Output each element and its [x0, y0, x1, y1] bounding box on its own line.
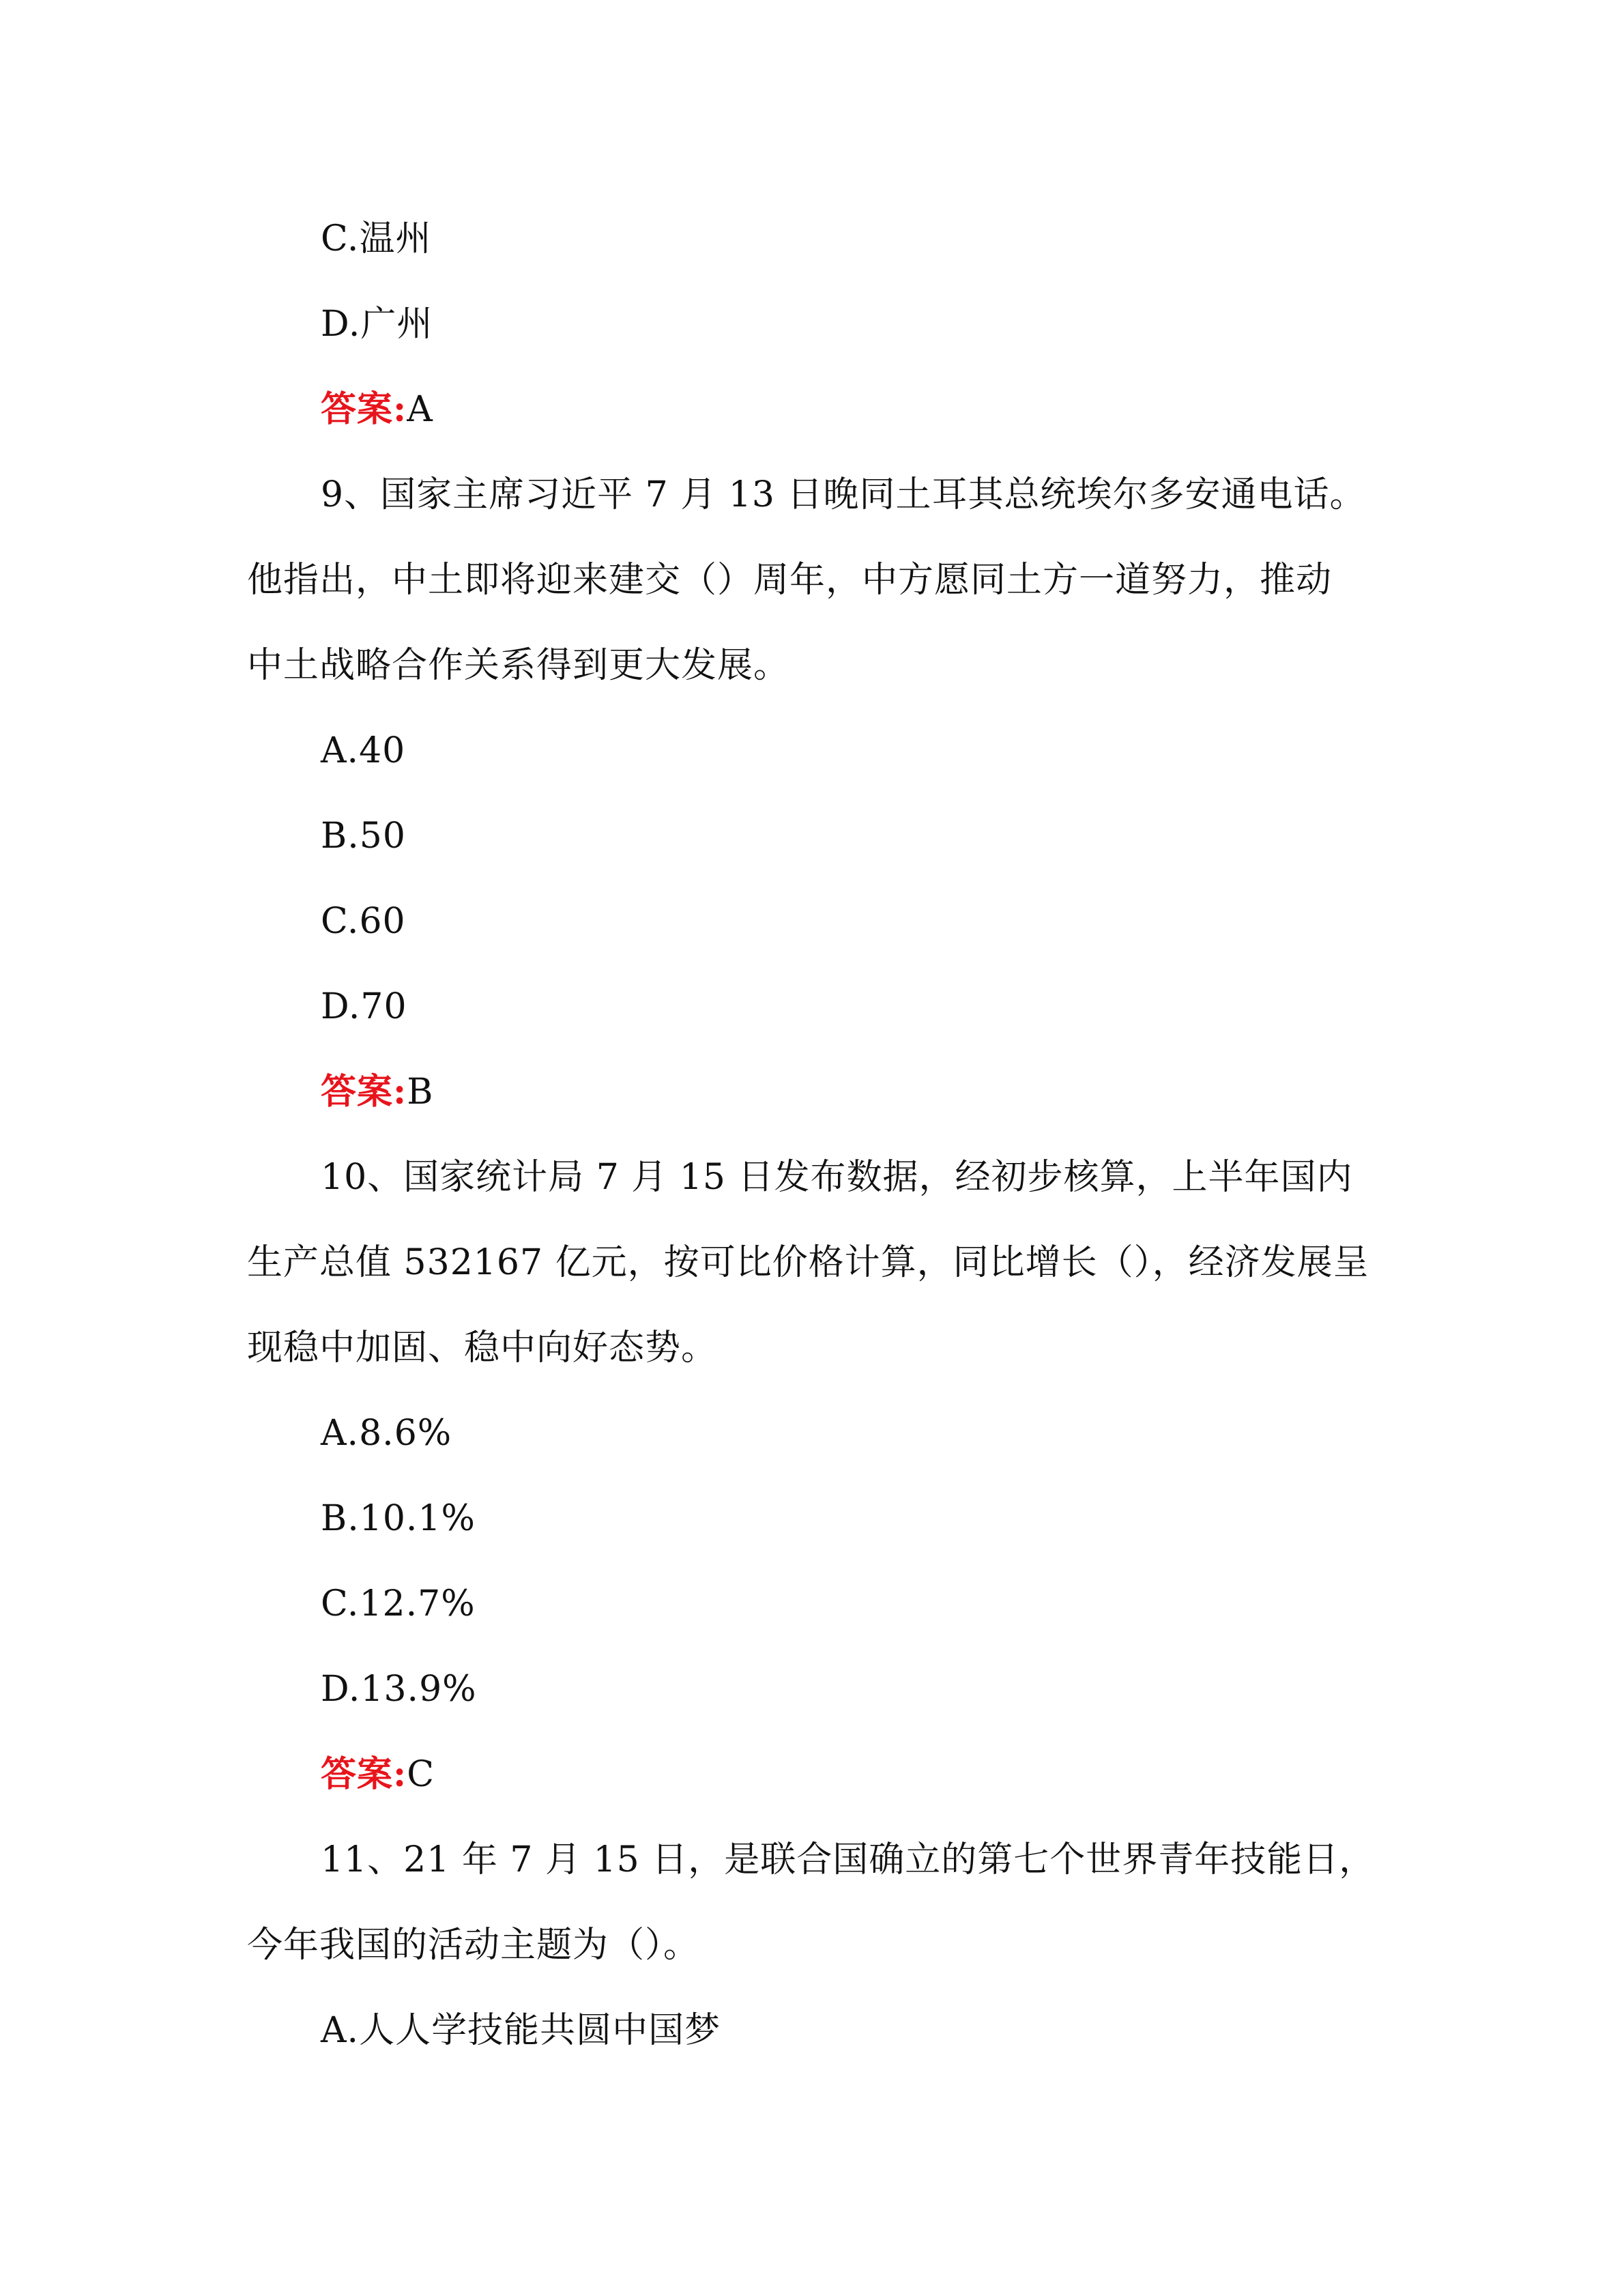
q9-answer [321, 1070, 433, 1114]
q9-option-b: B.50 [321, 816, 406, 857]
q10-option-d: D.13.9% [321, 1669, 477, 1710]
q10-option-b: B.10.1% [321, 1498, 476, 1539]
answer-value: B [407, 1072, 434, 1113]
answer-label: 答案 [321, 389, 394, 430]
q9-stem-line-3: 中土战略合作关系得到更大发展。 [247, 645, 790, 686]
q9-option-d: D.70 [321, 986, 407, 1027]
q8-answer [321, 388, 433, 431]
answer-separator: : [393, 1071, 407, 1113]
q10-stem-line-3: 现稳中加固、稳中向好态势。 [247, 1328, 718, 1368]
q10-answer [321, 1753, 435, 1796]
q11-stem-line-1: 11、21 年 7 月 15 日，是联合国确立的第七个世界青年技能日， [321, 1839, 1376, 1880]
answer-label: 答案 [321, 1754, 394, 1795]
answer-separator: : [393, 1753, 407, 1795]
q10-stem-line-1: 10、国家统计局 7 月 15 日发布数据，经初步核算，上半年国内 [321, 1157, 1353, 1198]
q10-option-a: A.8.6% [321, 1413, 452, 1454]
q10-stem-line-2: 生产总值 532167 亿元，按可比价格计算，同比增长（），经济发展呈 [247, 1242, 1369, 1283]
q9-option-a: A.40 [321, 730, 406, 771]
q8-option-d: D.广州 [321, 304, 433, 345]
q9-option-c: C.60 [321, 901, 406, 942]
answer-value: C [407, 1754, 435, 1795]
q11-option-a: A.人人学技能共圆中国梦 [321, 2010, 721, 2051]
q8-option-c: C.温州 [321, 218, 432, 259]
q10-option-c: C.12.7% [321, 1583, 476, 1624]
answer-separator: : [393, 388, 407, 430]
answer-value: A [407, 389, 433, 430]
q11-stem-line-2: 今年我国的活动主题为（）。 [247, 1925, 700, 1966]
q9-stem-line-1: 9、国家主席习近平 7 月 13 日晚同土耳其总统埃尔多安通电话。 [321, 474, 1366, 515]
answer-label: 答案 [321, 1072, 394, 1113]
q9-stem-line-2: 他指出，中土即将迎来建交（）周年，中方愿同土方一道努力，推动 [247, 560, 1333, 601]
